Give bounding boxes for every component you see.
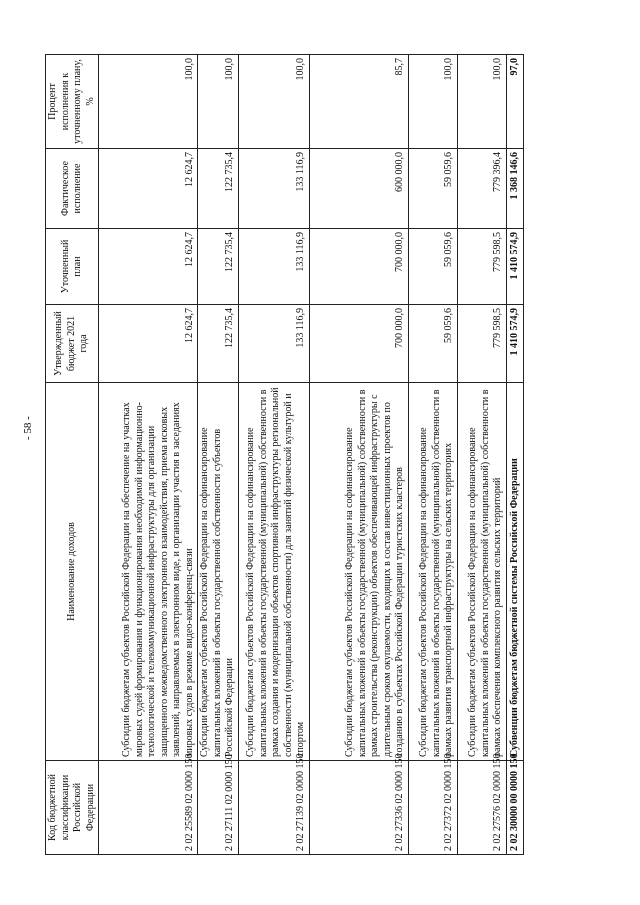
row-name: Субсидии бюджетам субъектов Российской Федерации на софинансирование капитальных вложений в объекты государственной (муниципальной) собственности в рамках строительства (реконструкции) объектов обеспечивающей инфраструктуры с длительным сроком окупаемости, входящих в состав инвестиционных проектов по созданию в субъектах Российской Федерации туристских кластеров bbox=[309, 383, 408, 761]
row-revised: 779 598,5 bbox=[457, 229, 506, 305]
document-frame bbox=[45, 55, 605, 855]
row-approved: 12 624,7 bbox=[99, 305, 198, 383]
row-approved: 779 598,5 bbox=[457, 305, 506, 383]
row-name: Субсидии бюджетам субъектов Российской Федерации на обеспечение на участках мировых судей формирования и функционирования необходимой информационно-технологической и телекоммуникационной инфраструктуры для организации защищенного межведомственного электронного взаимодействия, приема исковых заявлений, направляемых в электронном виде, и организации участия в заседаниях мировых судов в режиме видео-конференц-связи bbox=[99, 383, 198, 761]
total-actual: 1 368 146,6 bbox=[506, 149, 523, 229]
row-actual: 779 396,4 bbox=[457, 149, 506, 229]
row-name: Субсидии бюджетам субъектов Российской Федерации на софинансирование капитальных вложений в объекты государственной (муниципальной) собственности в рамках обеспечения комплексного развития сельских территорий bbox=[457, 383, 506, 761]
row-actual: 12 624,7 bbox=[99, 149, 198, 229]
table-row bbox=[198, 55, 239, 855]
row-name: Субсидии бюджетам субъектов Российской Федерации на софинансирование капитальных вложений в объекты государственной (муниципальной) собственности в рамках создания и модернизации объектов спортивной инфраструктуры региональной собственности (муниципальной собственности) для занятий физической культурой и спортом bbox=[238, 383, 309, 761]
header-percent: Процент исполнения к уточненному плану, % bbox=[46, 55, 99, 149]
row-revised: 133 116,9 bbox=[238, 229, 309, 305]
table-row bbox=[238, 55, 309, 855]
row-revised: 59 059,6 bbox=[408, 229, 457, 305]
row-code: 2 02 27576 02 0000 150 bbox=[457, 761, 506, 855]
row-percent: 100,0 bbox=[198, 55, 239, 149]
table-row bbox=[408, 55, 457, 855]
total-name: Субвенции бюджетам бюджетной системы Российской Федерации bbox=[506, 383, 523, 761]
row-percent: 85,7 bbox=[309, 55, 408, 149]
header-name: Наименование доходов bbox=[46, 383, 99, 761]
row-actual: 600 000,0 bbox=[309, 149, 408, 229]
table-row bbox=[457, 55, 506, 855]
row-revised: 12 624,7 bbox=[99, 229, 198, 305]
total-approved: 1 410 574,9 bbox=[506, 305, 523, 383]
row-approved: 700 000,0 bbox=[309, 305, 408, 383]
row-percent: 100,0 bbox=[99, 55, 198, 149]
row-percent: 100,0 bbox=[408, 55, 457, 149]
header-approved: Утвержденный бюджет 2021 года bbox=[46, 305, 99, 383]
table-total-row bbox=[506, 55, 523, 855]
row-approved: 122 735,4 bbox=[198, 305, 239, 383]
row-approved: 59 059,6 bbox=[408, 305, 457, 383]
row-code: 2 02 27336 02 0000 150 bbox=[309, 761, 408, 855]
row-actual: 122 735,4 bbox=[198, 149, 239, 229]
row-percent: 100,0 bbox=[238, 55, 309, 149]
header-actual: Фактическое исполнение bbox=[46, 149, 99, 229]
row-code: 2 02 27111 02 0000 150 bbox=[198, 761, 239, 855]
header-revised: Уточненный план bbox=[46, 229, 99, 305]
row-name: Субсидии бюджетам субъектов Российской Федерации на софинансирование капитальных вложений в объекты государственной собственности субъектов Российской Федерации bbox=[198, 383, 239, 761]
row-revised: 700 000,0 bbox=[309, 229, 408, 305]
table-header-row bbox=[46, 55, 99, 855]
row-revised: 122 735,4 bbox=[198, 229, 239, 305]
row-actual: 133 116,9 bbox=[238, 149, 309, 229]
header-code: Код бюджетной классификации Российской Федерации bbox=[46, 761, 99, 855]
total-code: 2 02 30000 00 0000 150 bbox=[506, 761, 523, 855]
page-number: - 58 - bbox=[22, 416, 34, 440]
row-approved: 133 116,9 bbox=[238, 305, 309, 383]
row-code: 2 02 27139 02 0000 150 bbox=[238, 761, 309, 855]
row-name: Субсидии бюджетам субъектов Российской Федерации на софинансирование капитальных вложений в объекты государственной (муниципальной) собственности в рамках развития транспортной инфраструктуры на сельских территориях bbox=[408, 383, 457, 761]
row-code: 2 02 27372 02 0000 150 bbox=[408, 761, 457, 855]
total-revised: 1 410 574,9 bbox=[506, 229, 523, 305]
row-actual: 59 059,6 bbox=[408, 149, 457, 229]
total-percent: 97,0 bbox=[506, 55, 523, 149]
table-row bbox=[309, 55, 408, 855]
table-row bbox=[99, 55, 198, 855]
row-percent: 100,0 bbox=[457, 55, 506, 149]
row-code: 2 02 25589 02 0000 150 bbox=[99, 761, 198, 855]
budget-table bbox=[45, 54, 524, 855]
